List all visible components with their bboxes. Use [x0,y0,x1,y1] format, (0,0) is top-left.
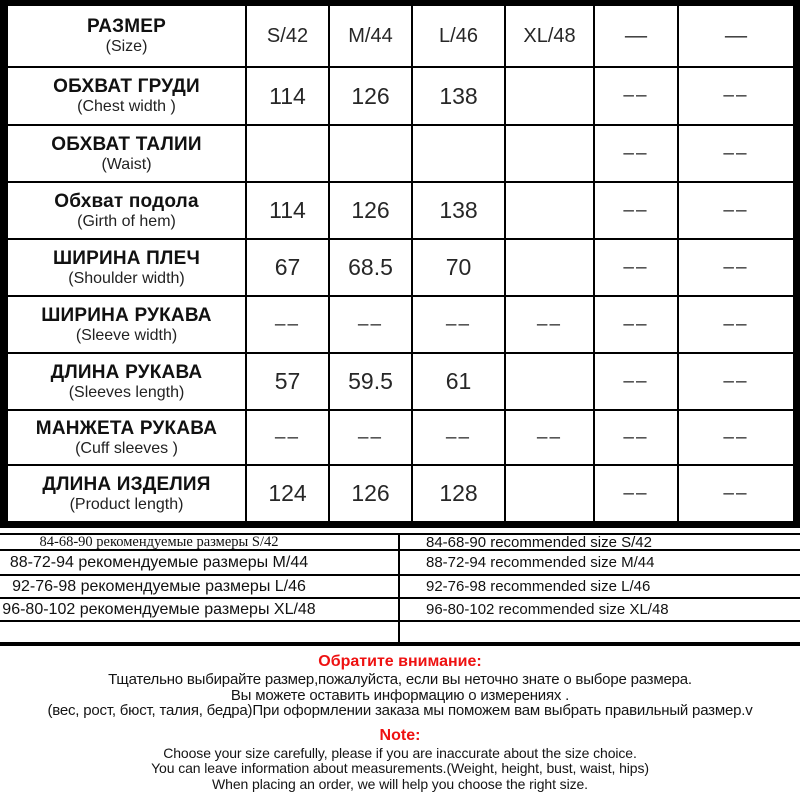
row-label-en: (Girth of hem) [77,212,176,230]
value-cell: –– [595,354,679,411]
value-cell: –– [679,183,793,240]
size-header-cell: –– [679,6,793,68]
value-cell: –– [506,297,595,354]
note-line: (вес, рост, бюст, талия, бедра)При оформлении заказа мы поможем вам выбрать правильный размер.v [47,702,753,719]
value-cell: –– [330,411,413,466]
row-label-cell [8,126,247,183]
recommended-row-ru: 88-72-94 рекомендуемые размеры M/44 [0,551,400,576]
value-cell: –– [723,482,749,504]
note-line: You can leave information about measurements.(Weight, height, bust, waist, hips) [151,760,649,776]
value-cell: –– [595,126,679,183]
row-label-en: (Size) [105,38,148,55]
value-cell: –– [595,411,679,466]
row-label-en: (Sleeves length) [68,383,185,401]
value-cell: 61 [413,354,506,411]
value-cell: –– [595,183,679,240]
row-label-ru: ШИРИНА ПЛЕЧ [52,247,200,269]
row-label-cell [8,183,247,240]
recommended-sizes-table [0,533,800,646]
note-line: Тщательно выбирайте размер,пожалуйста, если вы неточно знате о выборе размера. [108,671,692,688]
value-cell: –– [595,466,679,521]
value-cell: –– [679,68,793,126]
value-cell [506,183,595,240]
row-label-ru: ДЛИНА ИЗДЕЛИЯ [42,473,211,495]
value-cell [506,240,595,297]
value-cell [413,126,506,183]
value-cell: 68.5 [330,240,413,297]
size-header-cell: L/46 [413,6,506,68]
note-heading-en: Note: [379,726,421,744]
value-cell: –– [679,411,793,466]
row-label-cell [8,297,247,354]
value-cell: 57 [247,354,330,411]
value-cell: –– [595,240,679,297]
row-label-en: (Waist) [101,155,152,173]
value-cell: 128 [413,466,506,521]
recommended-row-ru: 96-80-102 рекомендуемые размеры XL/48 [0,599,400,622]
row-label-ru: МАНЖЕТА РУКАВА [35,417,218,439]
row-label-en: (Chest width ) [77,98,176,115]
value-cell [247,126,330,183]
value-cell: –– [595,68,679,126]
value-cell: –– [595,297,679,354]
recommended-row-ru: 84-68-90 рекомендуемые размеры S/42 [0,535,400,551]
value-cell [506,68,595,126]
value-cell: 59.5 [330,354,413,411]
recommended-row-en: 88-72-94 recommended size M/44 [400,551,800,576]
row-label-en: (Shoulder width) [68,269,185,287]
value-cell: –– [506,411,595,466]
note-lines-en [0,746,800,793]
row-label-ru: ДЛИНА РУКАВА [50,361,203,383]
row-label-cell [8,466,247,521]
recommended-row-ru: 92-76-98 рекомендуемые размеры L/46 [0,576,400,599]
value-cell: –– [679,240,793,297]
value-cell: –– [679,126,793,183]
note-line: When placing an order, we will help you choose the right size. [212,775,588,792]
size-header-cell: M/44 [330,6,413,68]
value-cell: 114 [247,183,330,240]
recommended-row-en [400,622,800,642]
value-cell: –– [413,297,506,354]
value-cell [506,466,595,521]
row-label-en: (Cuff sleeves ) [75,439,178,457]
value-cell: –– [413,411,506,466]
row-label-en: (Sleeve width) [75,326,178,344]
recommended-row-en: 96-80-102 recommended size XL/48 [400,599,800,622]
value-cell: 126 [330,183,413,240]
recommended-row-en: 84-68-90 recommended size S/42 [400,535,800,551]
value-cell: 124 [247,466,330,521]
row-label-ru: Обхват подола [54,190,199,212]
value-cell: –– [247,411,330,466]
value-cell: –– [679,354,793,411]
value-cell [506,126,595,183]
value-cell: 67 [247,240,330,297]
value-cell: 70 [413,240,506,297]
row-label-cell [8,354,247,411]
value-cell: 126 [330,68,413,126]
value-cell: 138 [413,68,506,126]
size-header-cell: S/42 [247,6,330,68]
row-label-ru: ОБХВАТ ТАЛИИ [51,133,202,155]
note-line: Вы можете оставить информацию о измерениях . [230,686,570,704]
row-label-cell [8,411,247,466]
recommended-row-en: 92-76-98 recommended size L/46 [400,576,800,599]
size-header-cell: –– [595,6,679,68]
row-label-ru: ОБХВАТ ГРУДИ [53,76,200,97]
row-label-cell [8,6,247,68]
recommended-row-ru [0,622,400,642]
row-label-cell [8,240,247,297]
row-label-en: (Product length) [69,495,184,513]
value-cell [330,126,413,183]
notes-section [0,652,800,792]
value-cell: –– [247,297,330,354]
note-line: Choose your size carefully, please if you are inaccurate about the size choice. [163,744,637,761]
value-cell [506,354,595,411]
size-header-cell: XL/48 [506,6,595,68]
row-label-cell [8,68,247,126]
value-cell: 126 [330,466,413,521]
value-cell: 114 [247,68,330,126]
note-lines-ru [0,672,800,719]
row-label-ru: ШИРИНА РУКАВА [41,304,212,326]
value-cell: –– [330,297,413,354]
value-cell: 138 [413,183,506,240]
value-cell: –– [679,297,793,354]
note-heading-ru: Обратите внимание: [318,653,482,670]
row-label-ru: РАЗМЕР [87,16,166,37]
